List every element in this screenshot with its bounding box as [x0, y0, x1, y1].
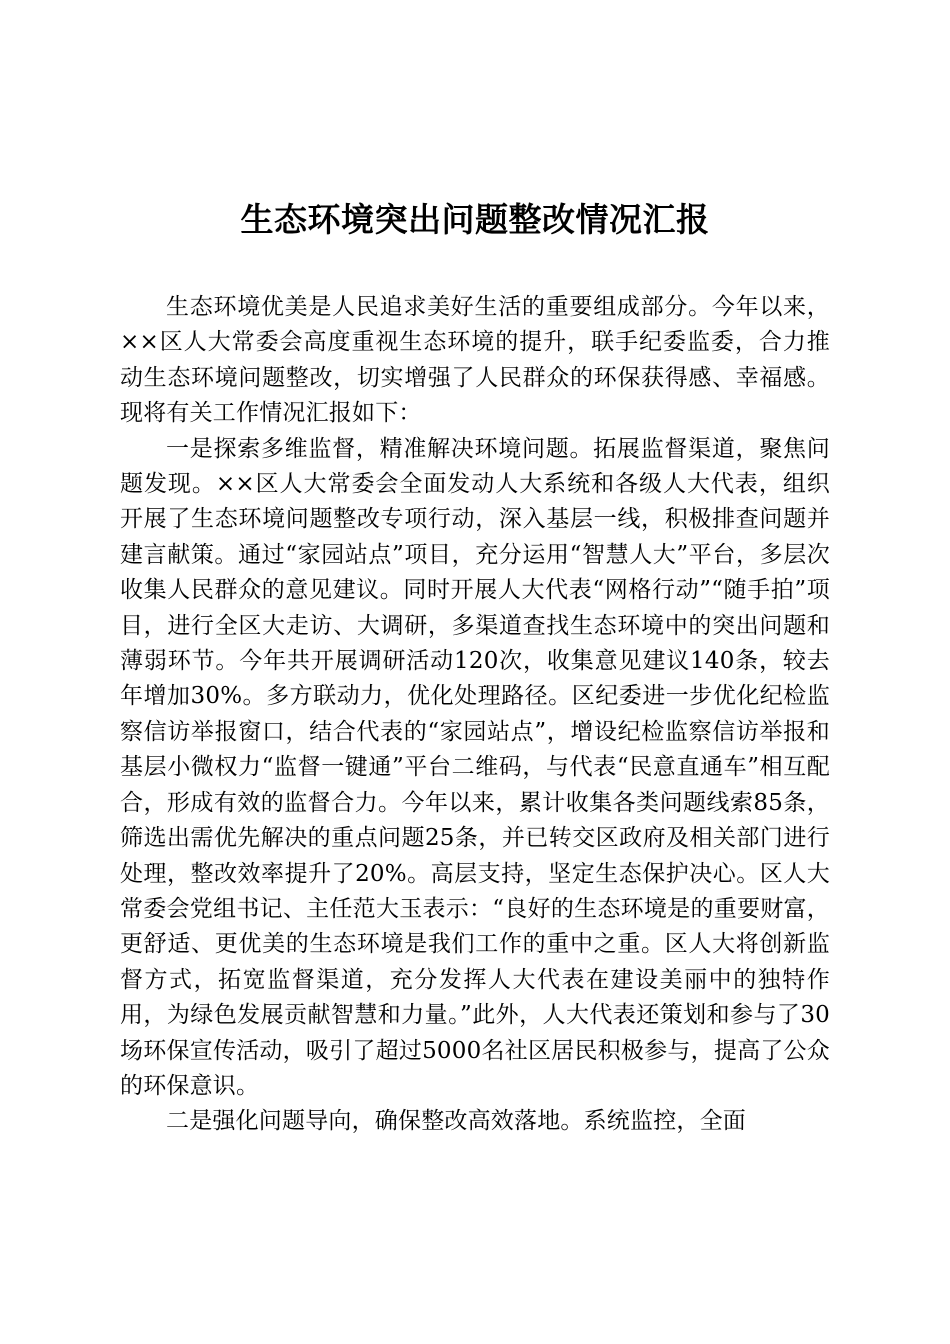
- document-body: [120, 290, 830, 1140]
- paragraph-intro: 生态环境优美是人民追求美好生活的重要组成部分。今年以来，××区人大常委会高度重视生态环境的提升，联手纪委监委，合力推动生态环境问题整改，切实增强了人民群众的环保获得感、幸福感。现将有关工作情况汇报如下：: [120, 294, 830, 427]
- paragraph-section-two: 二是强化问题导向，确保整改高效落地。系统监控，全面: [166, 1108, 746, 1135]
- document-title: 生态环境突出问题整改情况汇报: [240, 200, 710, 239]
- paragraph-section-one: 一是探索多维监督，精准解决环境问题。拓展监督渠道，聚焦问题发现。××区人大常委会全面发动人大系统和各级人大代表，组织开展了生态环境问题整改专项行动，深入基层一线，积极排查问题并建言献策。通过“家园站点”项目，充分运用“智慧人大”平台，多层次收集人民群众的意见建议。同时开展人大代表“网格行动”“随手拍”项目，进行全区大走访、大调研，多渠道查找生态环境中的突出问题和薄弱环节。今年共开展调研活动120次，收集意见建议140条，较去年增加30%。多方联动力，优化处理路径。区纪委进一步优化纪检监察信访举报窗口，结合代表的“家园站点”，增设纪检监察信访举报和基层小微权力“监督一键通”平台二维码，与代表“民意直通车”相互配合，形成有效的监督合力。今年以来，累计收集各类问题线索85条，筛选出需优先解决的重点问题25条，并已转交区政府及相关部门进行处理，整改效率提升了20%。高层支持，坚定生态保护决心。区人大常委会党组书记、主任范大玉表示：“良好的生态环境是的重要财富，更舒适、更优美的生态环境是我们工作的重中之重。区人大将创新监督方式，拓宽监督渠道，充分发挥人大代表在建设美丽中的独特作用，为绿色发展贡献智慧和力量。”此外，人大代表还策划和参与了30场环保宣传活动，吸引了超过5000名社区居民积极参与，提高了公众的环保意识。: [120, 435, 830, 1099]
